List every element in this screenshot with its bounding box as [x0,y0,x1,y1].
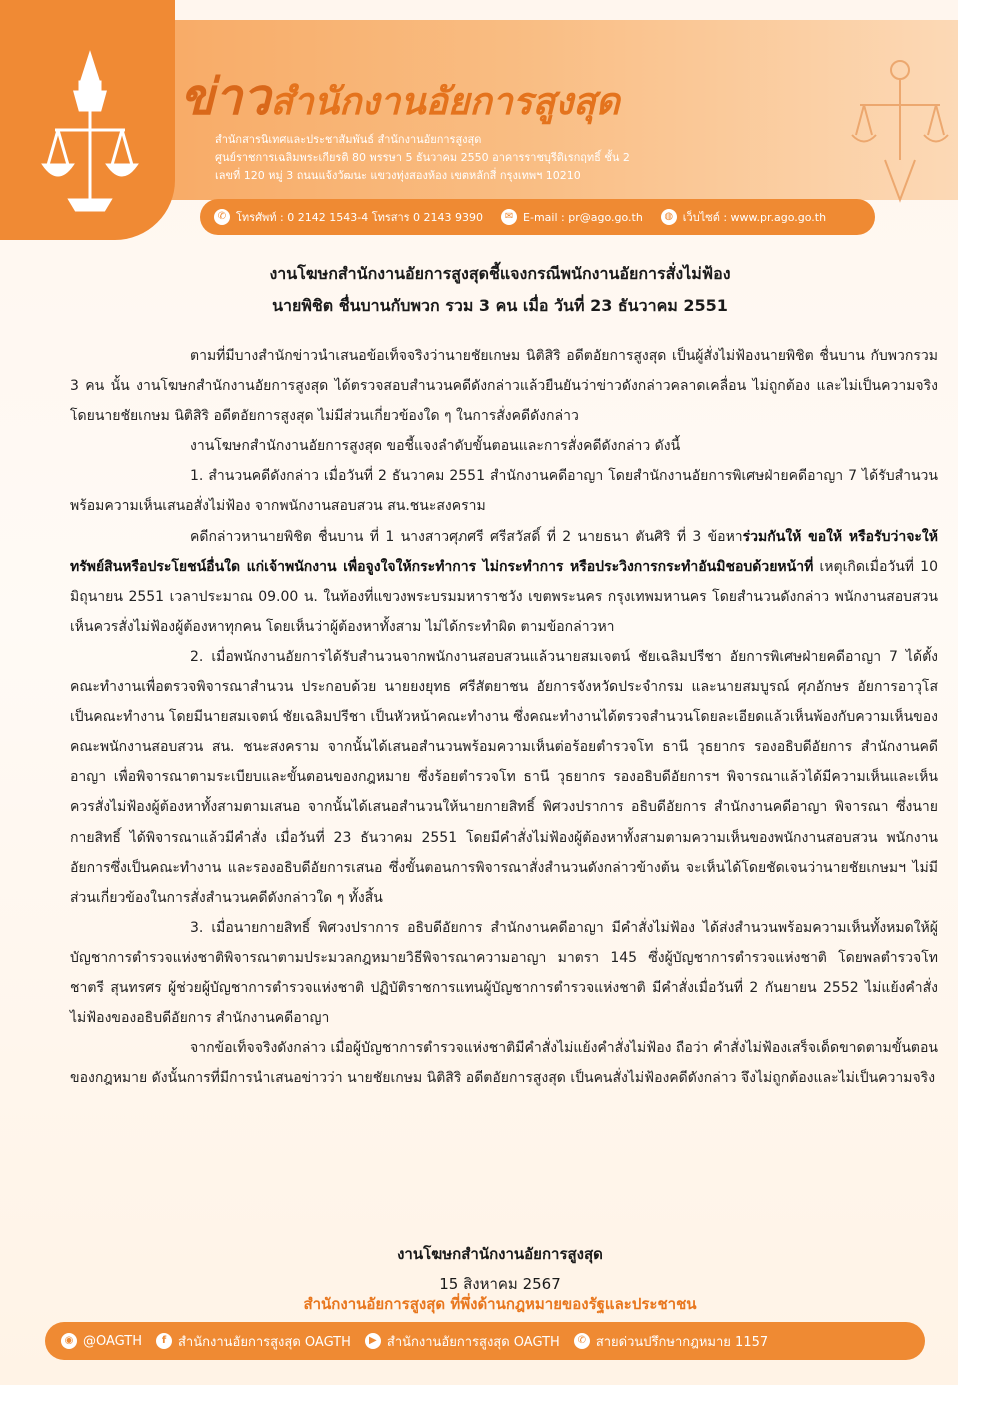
contact-email[interactable] [501,209,643,225]
title-line-2: นายพิชิต ชื่นบานกับพวก รวม 3 คน เมื่อ วันที่ 23 ธันวาคม 2551 [272,296,728,315]
footer-facebook-text[interactable]: สำนักงานอัยการสูงสุด OAGTH [178,1334,351,1350]
signature-date: 15 สิงหาคม 2567 [439,1275,561,1293]
page-margin [958,0,992,1405]
contact-website-text[interactable]: เว็บไซต์ : www.pr.ago.go.th [682,211,827,224]
charge-text-a: คดีกล่าวหานายพิชิต ชื่นบาน ที่ 1 นางสาวศุภศรี ศรีสวัสดิ์ ที่ 2 นายธนา ตันศิริ ที่ 3 ข้อหา [190,528,743,545]
paragraph-charge [70,522,938,642]
line-icon: ◉ [61,1333,77,1349]
paragraph-item-2: 2. เมื่อพนักงานอัยการได้รับสำนวนจากพนักงานสอบสวนแล้วนายสมเจตน์ ชัยเฉลิมปรีชา อัยการพิเศษฝ่ายคดีอาญา 7 ได้ตั้งคณะทำงานเพื่อตรวจพิจารณาสำนวน ประกอบด้วย นายยงยุทธ ศรีสัตยาชน อัยการจังหวัดประจำกรม และนายสมบูรณ์ ศุภอักษร อัยการอาวุโส เป็นคณะทำงาน โดยมีนายสมเจตน์ ชัยเฉลิมปรีชา เป็นหัวหน้าคณะทำงาน ซึ่งคณะทำงานได้ตรวจสำนวนโดยละเอียดแล้วเห็นพ้องกับความเห็นของคณะพนักงานสอบสวน สน. ชนะสงคราม จากนั้นได้เสนอสำนวนพร้อมความเห็นต่อร้อยตำรวจโท ธานี วุธยากร รองอธิบดีอัยการ สำนักงานคดีอาญา เพื่อพิจารณาตามระเบียบและขั้นตอนของกฎหมาย ซึ่งร้อยตำรวจโท ธานี วุธยากร รองอธิบดีอัยการฯ พิจารณาแล้วได้มีความเห็นและเห็นควรสั่งไม่ฟ้องผู้ต้องหาทั้งสามตามเสนอ จากนั้นได้เสนอสำนวนให้นายกายสิทธิ์ พิศวงปราการ อธิบดีอัยการ สำนักงานคดีอาญา พิจารณา ซึ่งนายกายสิทธิ์ ได้พิจารณาแล้วมีคำสั่ง เมื่อวันที่ 23 ธันวาคม 2551 โดยมีคำสั่งไม่ฟ้องผู้ต้องหาทั้งสามตามความเห็นของพนักงานสอบสวน พนักงานอัยการซึ่งเป็นคณะทำงาน และรองอธิบดีอัยการเสนอ ซึ่งขั้นตอนการพิจารณาสั่งสำนวนดังกล่าวข้างต้น จะเห็นได้โดยชัดเจนว่านายชัยเกษมฯ ไม่มีส่วนเกี่ยวข้องในการสั่งสำนวนคดีดังกล่าวใด ๆ ทั้งสิ้น [70,648,938,906]
paragraph-intro: ตามที่มีบางสำนักข่าวนำเสนอข้อเท็จจริงว่านายชัยเกษม นิติสิริ อดีตอัยการสูงสุด เป็นผู้สั่งไม่ฟ้องนายพิชิต ชื่นบาน กับพวกรวม 3 คน นั้น งานโฆษกสำนักงานอัยการสูงสุด ได้ตรวจสอบสำนวนคดีดังกล่าวแล้วยืนยันว่าข่าวดังกล่าวคลาดเคลื่อน ไม่ถูกต้อง และไม่เป็นความจริง โดยนายชัยเกษม นิติสิริ อดีตอัยการสูงสุด ไม่มีส่วนเกี่ยวข้องใด ๆ ในการสั่งคดีดังกล่าว [70,348,938,425]
footer-youtube[interactable] [365,1331,560,1352]
justice-statue-icon [840,50,955,210]
email-icon: ✉ [501,209,517,225]
footer-hotline-text[interactable]: สายด่วนปรึกษากฎหมาย 1157 [595,1334,769,1350]
facebook-icon: f [156,1333,172,1349]
org-line-2: ศูนย์ราชการเฉลิมพระเกียรติ 80 พรรษา 5 ธันวาคม 2550 อาคารราชบุรีดิเรกฤทธิ์ ชั้น 2 [215,151,630,164]
contact-website[interactable] [661,208,826,226]
phone-icon: ✆ [214,209,230,225]
paragraph-item-3: 3. เมื่อนายกายสิทธิ์ พิศวงปราการ อธิบดีอัยการ สำนักงานคดีอาญา มีคำสั่งไม่ฟ้อง ได้ส่งสำนวนพร้อมความเห็นทั้งหมดให้ผู้บัญชาการตำรวจแห่งชาติพิจารณาตามประมวลกฎหมายวิธีพิจารณาความอาญา มาตรา 145 ซึ่งผู้บัญชาการตำรวจแห่งชาติ โดยพลตำรวจโท ชาตรี สุนทรศร ผู้ช่วยผู้บัญชาการตำรวจแห่งชาติ ปฏิบัติราชการแทนผู้บัญชาการตำรวจแห่งชาติ มีคำสั่งเมื่อวันที่ 2 กันยายน 2552 ไม่แย้งคำสั่งไม่ฟ้องของอธิบดีอัยการ สำนักงานคดีอาญา [70,919,938,1027]
globe-icon: ◍ [661,209,677,225]
slogan: สำนักงานอัยการสูงสุด ที่พึ่งด้านกฎหมายของรัฐและประชาชน [303,1295,697,1313]
contact-email-text[interactable]: E-mail : pr@ago.go.th [523,210,643,224]
paragraph-clarification: งานโฆษกสำนักงานอัยการสูงสุด ขอชี้แจงลำดับขั้นตอนและการสั่งคดีดังกล่าว ดังนี้ [190,438,681,455]
emblem-icon [40,50,140,220]
org-line-1: สำนักสารนิเทศและประชาสัมพันธ์ สำนักงานอัยการสูงสุด [215,133,482,146]
contact-phone-text: โทรศัพท์ : 0 2142 1543-4 โทรสาร 0 2143 9390 [236,211,484,224]
charge-text-bold: ร่วมกันให้ ขอให้ หรือรับว่าจะให้ทรัพย์สินหรือประโยชน์อื่นใด แก่เจ้าพนักงาน เพื่อจูงใจให้กระทำการ ไม่กระทำการ หรือประวิงการกระทำอันมิชอบด้วยหน้าที่ [70,528,938,575]
paragraph-item-1: 1. สำนวนคดีดังกล่าว เมื่อวันที่ 2 ธันวาคม 2551 สำนักงานคดีอาญา โดยสำนักงานอัยการพิเศษฝ่ายคดีอาญา 7 ได้รับสำนวนพร้อมความเห็นเสนอสั่งไม่ฟ้อง จากพนักงานสอบสวน สน.ชนะสงคราม [70,468,938,515]
body-text [70,341,938,1093]
masthead-org-name: สำนักงานอัยการสูงสุด [270,80,620,123]
title-line-1: งานโฆษกสำนักงานอัยการสูงสุดชี้แจงกรณีพนักงานอัยการสั่งไม่ฟ้อง [269,264,731,283]
charge-text-c: เหตุเกิดเมื่อวันที่ 10 มิถุนายน 2551 เวลาประมาณ 09.00 น. ในท้องที่แขวงพระบรมมหาราชวัง เขตพระนคร กรุงเทพมหานคร โดยสำนวนดังกล่าว พนักงานสอบสวน เห็นควรสั่งไม่ฟ้องผู้ต้องหาทุกคน โดยเห็นว่าผู้ต้องหาทั้งสาม ไม่ได้กระทำผิด ตามข้อกล่าวหา [70,558,938,635]
page-title [60,258,940,322]
hotline-icon: ✆ [574,1333,590,1349]
masthead-lead: ข่าว [180,68,271,126]
footer-line-text[interactable]: @OAGTH [83,1333,142,1349]
footer-bar [45,1322,925,1360]
contact-phone [214,208,483,226]
footer-facebook[interactable] [156,1331,351,1352]
footer-youtube-text[interactable]: สำนักงานอัยการสูงสุด OAGTH [386,1334,560,1350]
footer-line[interactable] [61,1333,142,1349]
footer-hotline[interactable] [574,1331,768,1352]
org-address [215,131,630,185]
paragraph-conclusion: จากข้อเท็จจริงดังกล่าว เมื่อผู้บัญชาการตำรวจแห่งชาติมีคำสั่งไม่แย้งคำสั่งไม่ฟ้อง ถือว่า คำสั่งไม่ฟ้องเสร็จเด็ดขาดตามขั้นตอนของกฎหมาย ดังนั้นการที่มีการนำเสนอข่าวว่า นายชัยเกษม นิติสิริ อดีตอัยการสูงสุด เป็นคนสั่งไม่ฟ้องคดีดังกล่าว จึงไม่ถูกต้องและไม่เป็นความจริง [70,1040,938,1087]
signature-office: งานโฆษกสำนักงานอัยการสูงสุด [397,1245,603,1263]
org-line-3: เลขที่ 120 หมู่ 3 ถนนแจ้งวัฒนะ แขวงทุ่งสองห้อง เขตหลักสี่ กรุงเทพฯ 10210 [215,169,581,182]
contact-bar [200,199,875,235]
youtube-icon: ▶ [365,1333,381,1349]
masthead [180,68,620,126]
